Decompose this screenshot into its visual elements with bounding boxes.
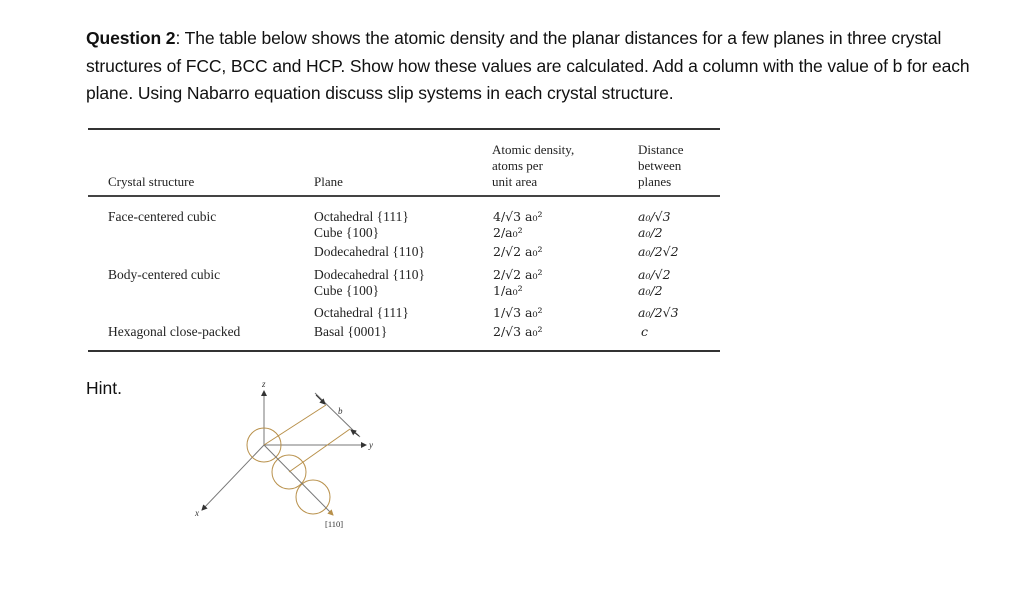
plane-cell: Cube {100} xyxy=(314,283,380,298)
burgers-arrow-top xyxy=(316,395,325,404)
header-distance-line3: planes xyxy=(638,174,672,189)
header-density-line1: Atomic density, xyxy=(492,142,575,157)
density-cell: 2/√2 a₀² xyxy=(493,244,543,259)
header-crystal-structure: Crystal structure xyxy=(108,174,195,189)
structure-hcp: Hexagonal close-packed xyxy=(108,324,241,339)
density-cell: 2/√3 a₀² xyxy=(493,324,543,339)
z-axis-label: z xyxy=(262,379,266,389)
projection-line xyxy=(289,429,350,472)
plane-cell: Octahedral {111} xyxy=(314,305,409,320)
density-cell: 1/a₀² xyxy=(493,283,523,298)
density-cell: 4/√3 a₀² xyxy=(493,209,543,224)
hint-label: Hint. xyxy=(86,378,122,398)
question-text xyxy=(86,25,986,108)
header-distance-line1: Distance xyxy=(638,142,684,157)
plane-cell: Dodecahedral {110} xyxy=(314,267,426,282)
plane-cell: Cube {100} xyxy=(314,225,380,240)
distance-cell: c xyxy=(641,324,649,339)
table-top-rule xyxy=(88,128,720,130)
header-plane: Plane xyxy=(314,174,343,189)
density-cell: 2/a₀² xyxy=(493,225,523,240)
structure-fcc: Face-centered cubic xyxy=(108,209,217,224)
density-cell: 2/√2 a₀² xyxy=(493,267,543,282)
x-axis-label: x xyxy=(195,508,199,518)
plane-cell: Dodecahedral {110} xyxy=(314,244,426,259)
question-label: Question 2 xyxy=(86,28,176,48)
header-density-line2: atoms per xyxy=(492,158,543,173)
question-body: : The table below shows the atomic density and the planar distances for a few planes in three crystal structures of FCC, BCC and HCP. Show how these values are calculated. Add a column with the value of b for each plane. Using Nabarro equation discuss slip systems in each crystal structure. xyxy=(86,28,970,103)
distance-cell: a₀/2√2 xyxy=(638,244,679,259)
x-axis xyxy=(202,445,264,510)
table-bottom-rule xyxy=(88,350,720,352)
density-cell: 1/√3 a₀² xyxy=(493,305,543,320)
header-distance-line2: between xyxy=(638,158,682,173)
distance-cell: a₀/2 xyxy=(638,283,663,298)
plane-cell: Basal {0001} xyxy=(314,324,388,339)
direction-label: [110] xyxy=(325,519,344,529)
structure-bcc: Body-centered cubic xyxy=(108,267,221,282)
y-axis-label: y xyxy=(369,440,373,450)
burgers-vector-label: b xyxy=(338,406,343,416)
plane-cell: Octahedral {111} xyxy=(314,209,409,224)
atoms xyxy=(247,428,330,514)
distance-cell: a₀/2√3 xyxy=(638,305,679,320)
burgers-arrow-bottom xyxy=(351,430,359,436)
distance-cell: a₀/√2 xyxy=(638,267,671,282)
distance-cell: a₀/√3 xyxy=(638,209,671,224)
distance-cell: a₀/2 xyxy=(638,225,663,240)
slip-diagram xyxy=(180,370,380,540)
header-density-line3: unit area xyxy=(492,174,538,189)
projection-line xyxy=(264,405,326,445)
atom-circle xyxy=(296,480,330,514)
header-rule xyxy=(88,195,720,197)
